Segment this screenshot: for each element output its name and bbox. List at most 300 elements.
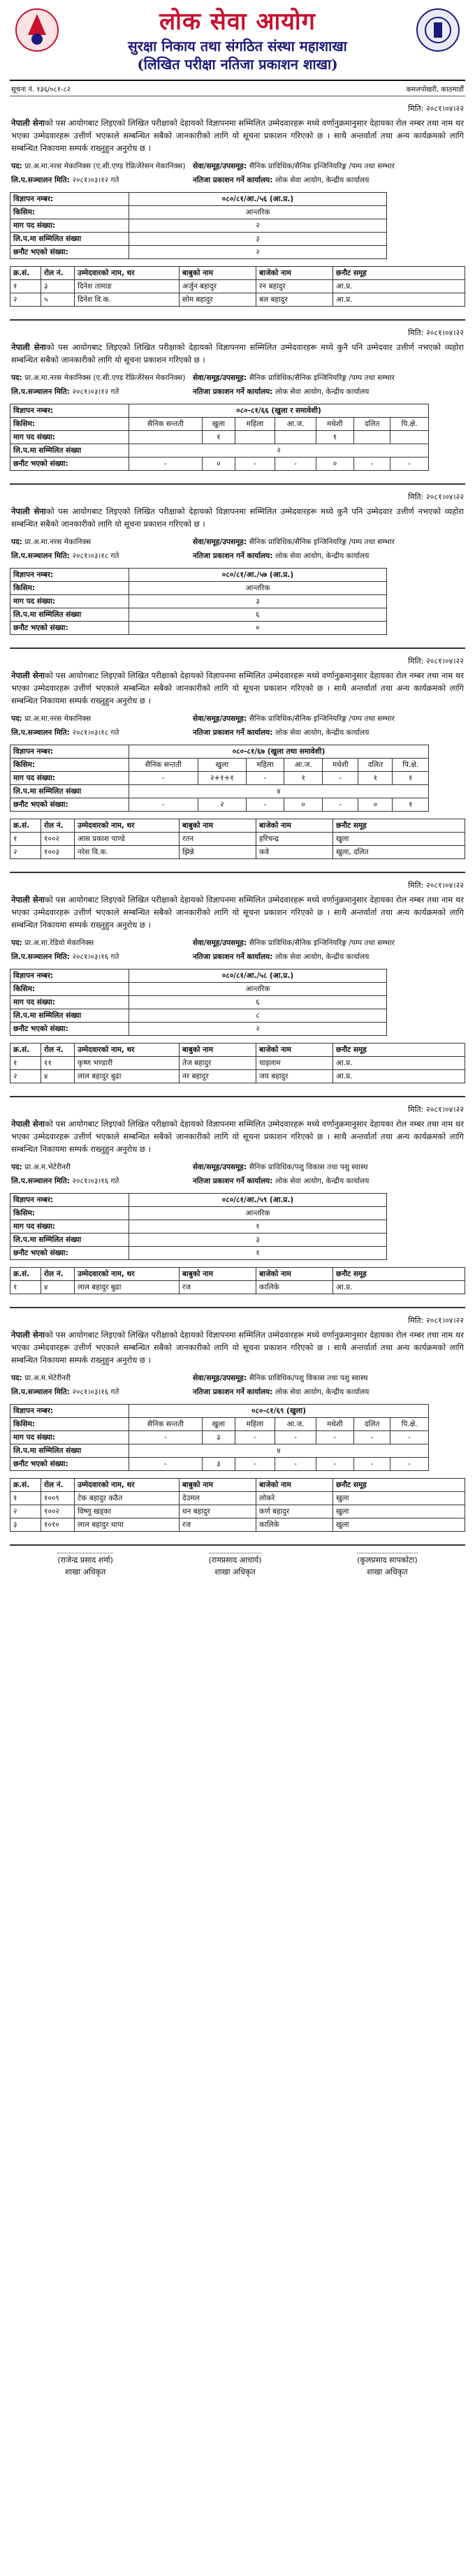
result-office: [193, 175, 464, 185]
service-group: [193, 714, 464, 724]
cell-grandfather: कर्ण बहादुर: [256, 1505, 333, 1518]
candidate-table: [10, 1043, 465, 1083]
signatory-title: शाखा अधिकृत: [64, 1567, 106, 1576]
post-value: प्रा.अ.मा.नरस मेकानिक्स (ए.सी.एण्ड रेफ्रिजेरेसन मेकानिक्स): [24, 374, 186, 382]
exam-date: [11, 551, 186, 561]
result-office-value: लोक सेवा आयोग, केन्द्रीय कार्यालय: [275, 1388, 370, 1396]
result-office-value: लोक सेवा आयोग, केन्द्रीय कार्यालय: [275, 1177, 370, 1185]
org-name: नेपाली सेना: [11, 1330, 45, 1340]
demand-cell: १: [393, 772, 429, 785]
exam-date-label: लि.प.सञ्चालन मिति:: [11, 176, 73, 184]
cell-sn: २: [10, 846, 41, 859]
passed-value: २: [129, 444, 429, 458]
quota-header: मधेशी: [316, 1418, 353, 1431]
cell-name: कृष्ण भण्डारी: [75, 1057, 180, 1070]
vacancy-label: विज्ञापन नम्बर:: [10, 1405, 129, 1418]
result-office-label: नतिजा प्रकाशन गर्ने कार्यालय:: [193, 1388, 276, 1396]
column-header: बाजेको नाम: [256, 1044, 333, 1057]
result-office: [193, 387, 464, 397]
cell-sn: १: [10, 833, 41, 846]
post-label: पद:: [11, 374, 25, 382]
column-header: छनौट समूह: [333, 1268, 465, 1281]
candidate-table: [10, 1267, 465, 1294]
column-header: बाजेको नाम: [256, 267, 333, 280]
column-header: उम्मेदवारको नाम, थर: [75, 1479, 180, 1492]
exam-meta: [11, 373, 464, 397]
demand-value: ६: [129, 996, 387, 1009]
demand-cell: -: [275, 1431, 316, 1444]
cell-grandfather: जय बहादुर: [256, 1070, 333, 1083]
column-header: छनौट समूह: [333, 819, 465, 833]
signatory-name: (रामप्रसाद आचार्य): [209, 1553, 262, 1565]
table-row: [10, 293, 465, 307]
notice-number: सूचना नं. १३६/०८१-८२: [11, 86, 71, 94]
cell-name: दिनेश तामाङ: [75, 280, 180, 293]
service-group-label: सेवा/समूह/उपसमूह:: [193, 538, 249, 546]
post-value: प्रा.अ.मा.नरस मेकानिक्स (ए.सी.एण्ड रेफ्रिजेरेसन मेकानिक्स): [24, 162, 186, 170]
post-value: प्रा.अ.मा.नरस मेकानिक्स: [24, 538, 92, 546]
demand-cell: -: [390, 1431, 429, 1444]
selected-value: २: [129, 1023, 387, 1036]
service-group-value: सैनिक प्राविधिक/सैनिक इन्जिनियरिङ्ग /पम्प तथा सम्भार: [249, 374, 395, 382]
cell-sn: १: [10, 1057, 41, 1070]
page-header: [10, 0, 465, 81]
demand-cell: -: [316, 1431, 353, 1444]
selected-value: १: [129, 1247, 387, 1260]
table-row: [10, 1505, 465, 1518]
exam-date-label: लि.प.सञ्चालन मिति:: [11, 388, 73, 396]
type-label: किसिम:: [10, 1207, 129, 1220]
result-office-value: लोक सेवा आयोग, केन्द्रीय कार्यालय: [275, 953, 370, 961]
post-value: प्रा.अ.मा.नरस मेकानिक्स: [24, 715, 92, 723]
vacancy-table: [10, 568, 387, 635]
result-office: [193, 551, 464, 561]
demand-label: माग पद संख्या:: [10, 1431, 129, 1444]
selected-cell: -: [129, 1458, 203, 1471]
result-office-value: लोक सेवा आयोग, केन्द्रीय कार्यालय: [275, 729, 370, 737]
notice-intro: नेपाली सेनाको पस आयोगबाट लिइएको लिखित परीक्षाको देहायको विज्ञापनमा सम्मिलित उम्मेदवारहरू मध्ये वर्णानुक्रमानुसार देहायका रोल नम्बर तथा नाम थर भएका उम्मेदवारहरू उत्तीर्ण भएकाले सम्बन्धित सबैको जानकारीको लागि यो सूचना प्रकाशन गरिएको छ । साथै अन्तर्वार्ता तथा अन्य कार्यक्रमको लागि सम्बन्धित निकायमा सम्पर्क राख्नुहुन अनुरोध छ ।: [11, 118, 464, 153]
passed-label: लि.प.मा सम्मिलित संख्या: [10, 1009, 129, 1023]
cell-grandfather: कालिके: [256, 1518, 333, 1532]
type-label: किसिम:: [10, 983, 129, 996]
column-header: बाबुको नाम: [180, 819, 256, 833]
column-header: बाजेको नाम: [256, 819, 333, 833]
selected-cell: १: [393, 798, 429, 812]
type-label: किसिम:: [10, 1418, 129, 1431]
quota-header: खुला: [198, 759, 246, 772]
exam-date-label: लि.प.सञ्चालन मिति:: [11, 1177, 73, 1185]
service-group-label: सेवा/समूह/उपसमूह:: [193, 715, 249, 723]
notice-intro: नेपाली सेनाको पस आयोगबाट लिइएको लिखित परीक्षाको देहायको विज्ञापनमा सम्मिलित उम्मेदवारहरू मध्ये वर्णानुक्रमानुसार देहायका रोल नम्बर तथा नाम थर भएका उम्मेदवारहरू उत्तीर्ण भएकाले सम्बन्धित सबैको जानकारीको लागि यो सूचना प्रकाशन गरिएको छ । साथै अन्तर्वार्ता तथा अन्य कार्यक्रमको लागि सम्बन्धित निकायमा सम्पर्क राख्नुहुन अनुरोध छ ।: [11, 671, 464, 705]
notice-intro: नेपाली सेनाको पस आयोगबाट लिइएको लिखित परीक्षाको देहायको विज्ञापनमा सम्मिलित उम्मेदवारहरू मध्ये वर्णानुक्रमानुसार देहायका रोल नम्बर तथा नाम थर भएका उम्मेदवारहरू उत्तीर्ण भएकाले सम्बन्धित सबैको जानकारीको लागि यो सूचना प्रकाशन गरिएको छ । साथै अन्तर्वार्ता तथा अन्य कार्यक्रमको लागि सम्बन्धित निकायमा सम्पर्क राख्नुहुन अनुरोध छ ।: [11, 1330, 464, 1365]
service-group: [193, 938, 464, 948]
exam-date: [11, 1387, 186, 1397]
notice-block: [10, 96, 465, 321]
demand-cell: २+१+१: [198, 772, 246, 785]
result-office-value: लोक सेवा आयोग, केन्द्रीय कार्यालय: [275, 176, 370, 184]
vacancy-label: विज्ञापन नम्बर:: [10, 745, 129, 759]
cell-roll: १००२: [41, 833, 75, 846]
demand-cell: १: [284, 772, 323, 785]
quota-header: आ.ज.: [275, 418, 316, 431]
cell-group: आ.प्र.: [333, 280, 465, 293]
passed-value: ४: [129, 1444, 429, 1458]
exam-date-label: लि.प.सञ्चालन मिति:: [11, 729, 73, 737]
selected-cell: -: [235, 1458, 275, 1471]
type-value: आन्तरिक: [129, 206, 387, 219]
column-header: बाबुको नाम: [180, 267, 256, 280]
cell-father: तेज बहादुर: [180, 1057, 256, 1070]
selected-cell: -: [390, 458, 429, 471]
vacancy-table: [10, 192, 387, 259]
quota-header: आ.ज.: [275, 1418, 316, 1431]
cell-father: रज: [180, 1518, 256, 1532]
table-row: [10, 1281, 465, 1294]
cell-name: टेक बहादुर कठैत: [75, 1492, 180, 1505]
exam-meta: [11, 714, 464, 738]
exam-meta: [11, 161, 464, 185]
demand-cell: [129, 431, 203, 444]
service-group-label: सेवा/समूह/उपसमूह:: [193, 939, 249, 947]
demand-cell: -: [247, 772, 284, 785]
cell-group: खुला: [333, 833, 465, 846]
column-header: उम्मेदवारको नाम, थर: [75, 267, 180, 280]
quota-header: महिला: [235, 418, 275, 431]
table-row: [10, 1518, 465, 1532]
quota-header: सैनिक सन्तती: [129, 1418, 203, 1431]
exam-date-value: २०८१।०३।१६ गते: [72, 1388, 119, 1396]
demand-cell: -: [323, 772, 358, 785]
notice-intro: नेपाली सेनाको पस आयोगबाट लिइएको लिखित परीक्षाको देहायको विज्ञापनमा सम्मिलित उम्मेदवारहरू मध्ये कुनै पनि उम्मेदवार उत्तीर्ण नभएको व्यहोरा सम्बन्धित सबैको जानकारीको लागि यो सूचना प्रकाशन गरिएको छ ।: [11, 506, 465, 529]
quota-header: दलित: [354, 418, 390, 431]
cell-father: सोम बहादुर: [180, 293, 256, 307]
cell-grandfather: हरिचन्द्र: [256, 833, 333, 846]
exam-date-value: २०८१।०३।१८ गते: [72, 729, 119, 737]
demand-cell: -: [129, 1431, 203, 1444]
signature-block: [209, 1553, 262, 1577]
table-row: [10, 280, 465, 293]
cell-roll: ३: [41, 280, 75, 293]
exam-date-label: लि.प.सञ्चालन मिति:: [11, 552, 73, 560]
cell-name: नरेश वि.क.: [75, 846, 180, 859]
type-value: आन्तरिक: [129, 1207, 387, 1220]
cell-name: आस प्रकाश पाण्डे: [75, 833, 180, 846]
exam-meta: [11, 938, 464, 962]
post-label: पद:: [11, 162, 25, 170]
demand-label: माग पद संख्या:: [10, 431, 129, 444]
reference-row: [10, 81, 465, 96]
cell-sn: १: [10, 1281, 41, 1294]
demand-cell: [275, 431, 316, 444]
column-header: क्र.सं.: [10, 1044, 41, 1057]
service-group-label: सेवा/समूह/उपसमूह:: [193, 1374, 249, 1382]
cell-grandfather: रन बहादुर: [256, 280, 333, 293]
vacancy-number: ०८०-८१/६६ (खुला र समावेशी): [129, 404, 429, 418]
cell-father: नर बहादुर: [180, 1070, 256, 1083]
selected-cell: -: [354, 1458, 390, 1471]
selected-label: छनौट भएको संख्या:: [10, 246, 129, 259]
service-group: [193, 537, 464, 547]
selected-label: छनौट भएको संख्या:: [10, 1247, 129, 1260]
signatory-name: (कुलप्रसाद सापकोटा): [357, 1553, 418, 1565]
passed-label: लि.प.मा सम्मिलित संख्या: [10, 1234, 129, 1247]
type-label: किसिम:: [10, 582, 129, 595]
demand-cell: [235, 431, 275, 444]
notice-block: [10, 321, 465, 485]
cell-father: धन बहादुर: [180, 1505, 256, 1518]
quota-header: आ.ज.: [284, 759, 323, 772]
cell-sn: १: [10, 1492, 41, 1505]
office-location: कमलपोखरी, काठमाडौं: [406, 86, 464, 94]
exam-meta: [11, 1162, 464, 1186]
notice-block: [10, 1097, 465, 1308]
passed-value: ६: [129, 608, 387, 622]
selected-cell: -: [129, 458, 203, 471]
selected-value: ०: [129, 622, 387, 635]
cell-roll: १००९: [41, 1492, 75, 1505]
demand-cell: -: [354, 1431, 390, 1444]
cell-sn: ३: [10, 1518, 41, 1532]
post-label: पद:: [11, 939, 25, 947]
column-header: रोल नं.: [41, 1268, 75, 1281]
table-row: [10, 1070, 465, 1083]
notice-block: [10, 1308, 465, 1546]
notice-date: मिति: २०८१।०४।२२: [408, 657, 464, 666]
selected-cell: -: [235, 458, 275, 471]
vacancy-table: [10, 404, 429, 471]
selected-cell: २: [198, 798, 246, 812]
cell-roll: १००३: [41, 846, 75, 859]
cell-group: खुला: [333, 1518, 465, 1532]
page-title: लोक सेवा आयोग: [159, 8, 316, 36]
selected-cell: ०: [202, 458, 235, 471]
vacancy-label: विज्ञापन नम्बर:: [10, 569, 129, 582]
table-row: [10, 1057, 465, 1070]
passed-value: ३: [129, 1234, 387, 1247]
post-value: प्रा.अ.मा.रेडियो मेकानिक्स: [24, 939, 94, 947]
service-group-value: सैनिक प्राविधिक/पशु विकास तथा पशु स्वास्थ: [249, 1374, 368, 1382]
selected-cell: ०: [316, 458, 353, 471]
selected-cell: -: [316, 1458, 353, 1471]
quota-header: खुला: [202, 1418, 235, 1431]
column-header: छनौट समूह: [333, 1479, 465, 1492]
cell-grandfather: लोकरे: [256, 1492, 333, 1505]
result-office-label: नतिजा प्रकाशन गर्ने कार्यालय:: [193, 388, 276, 396]
cell-sn: १: [10, 280, 41, 293]
result-office: [193, 1387, 464, 1397]
cell-grandfather: बल बहादुर: [256, 293, 333, 307]
exam-meta: [11, 537, 464, 561]
column-header: रोल नं.: [41, 267, 75, 280]
column-header: बाबुको नाम: [180, 1044, 256, 1057]
service-group-value: सैनिक प्राविधिक/पशु विकास तथा पशु स्वास्थ: [249, 1163, 368, 1171]
passed-label: लि.प.मा सम्मिलित संख्या: [10, 444, 129, 458]
vacancy-label: विज्ञापन नम्बर:: [10, 193, 129, 206]
cell-roll: ११: [41, 1057, 75, 1070]
demand-value: ३: [129, 595, 387, 608]
selected-label: छनौट भएको संख्या:: [10, 622, 129, 635]
service-group-value: सैनिक प्राविधिक/सैनिक इन्जिनियरिङ्ग /पम्प तथा सम्भार: [249, 939, 395, 947]
exam-date-value: २०८१।०३।१६ गते: [72, 953, 119, 961]
selected-cell: -: [390, 1458, 429, 1471]
cell-roll: ४: [41, 1070, 75, 1083]
cell-name: दिनेश वि.क.: [75, 293, 180, 307]
post: [11, 1162, 186, 1172]
notice-block: [10, 873, 465, 1097]
cell-name: लाल बहादुर बुढा: [75, 1281, 180, 1294]
selected-label: छनौट भएको संख्या:: [10, 798, 129, 812]
result-office: [193, 952, 464, 962]
post-value: प्रा.अ.म.भेटेरीनरी: [24, 1374, 71, 1382]
candidate-table: [10, 266, 465, 307]
quota-header: मधेशी: [316, 418, 353, 431]
quota-header: सैनिक सन्तती: [129, 759, 198, 772]
post-label: पद:: [11, 1163, 25, 1171]
exam-date: [11, 175, 186, 185]
demand-label: माग पद संख्या:: [10, 595, 129, 608]
exam-date-value: २०८१।०३।१६ गते: [72, 1177, 119, 1185]
selected-cell: ०: [358, 798, 393, 812]
division-name: सुरक्षा निकाय तथा संगठित संस्था महाशाखा: [128, 38, 347, 54]
cell-group: आ.प्र.: [333, 1281, 465, 1294]
demand-cell: -: [235, 1431, 275, 1444]
post: [11, 714, 186, 724]
column-header: बाजेको नाम: [256, 1268, 333, 1281]
type-label: किसिम:: [10, 206, 129, 219]
signatory-name: (राजेन्द्र प्रसाद शर्मा): [57, 1553, 113, 1565]
selected-cell: ३: [202, 1458, 235, 1471]
notice-date: मिति: २०८१।०४।२२: [408, 1316, 464, 1325]
quota-header: दलित: [358, 759, 393, 772]
cell-group: खुला: [333, 1505, 465, 1518]
exam-date-label: लि.प.सञ्चालन मिति:: [11, 1388, 73, 1396]
service-group: [193, 1373, 464, 1383]
org-name: नेपाली सेना: [11, 895, 45, 905]
vacancy-number: ०८०-८१/६९ (खुला): [129, 1405, 429, 1418]
column-header: क्र.सं.: [10, 1268, 41, 1281]
notice-intro: नेपाली सेनाको पस आयोगबाट लिइएको लिखित परीक्षाको देहायको विज्ञापनमा सम्मिलित उम्मेदवारहरू मध्ये वर्णानुक्रमानुसार देहायका रोल नम्बर तथा नाम थर भएका उम्मेदवारहरू उत्तीर्ण भएकाले सम्बन्धित सबैको जानकारीको लागि यो सूचना प्रकाशन गरिएको छ । साथै अन्तर्वार्ता तथा अन्य कार्यक्रमको लागि सम्बन्धित निकायमा सम्पर्क राख्नुहुन अनुरोध छ ।: [11, 895, 464, 930]
selected-value: २: [129, 246, 387, 259]
notice-block: [10, 649, 465, 873]
demand-cell: [354, 431, 390, 444]
column-header: उम्मेदवारको नाम, थर: [75, 1268, 180, 1281]
vacancy-label: विज्ञापन नम्बर:: [10, 404, 129, 418]
quota-header: महिला: [235, 1418, 275, 1431]
exam-meta: [11, 1373, 464, 1397]
demand-cell: [390, 431, 429, 444]
column-header: रोल नं.: [41, 1044, 75, 1057]
post-label: पद:: [11, 715, 25, 723]
column-header: रोल नं.: [41, 819, 75, 833]
service-group-label: सेवा/समूह/उपसमूह:: [193, 1163, 249, 1171]
demand-label: माग पद संख्या:: [10, 996, 129, 1009]
vacancy-value: ०८०/८१/आ./५७ (आ.प्र.): [129, 569, 387, 582]
notice-intro: नेपाली सेनाको पस आयोगबाट लिइएको लिखित परीक्षाको देहायको विज्ञापनमा सम्मिलित उम्मेदवारहरू मध्ये कुनै पनि उम्मेदवार उत्तीर्ण नभएको व्यहोरा सम्बन्धित सबैको जानकारीको लागि यो सूचना प्रकाशन गरिएको छ ।: [11, 342, 465, 365]
table-row: [10, 1492, 465, 1505]
vacancy-number: ०८०-८१/६७ (खुला तथा समावेशी): [129, 745, 429, 759]
demand-cell: १: [358, 772, 393, 785]
column-header: उम्मेदवारको नाम, थर: [75, 1044, 180, 1057]
exam-date-value: २०८१।०३।१२ गते: [72, 388, 119, 396]
post-label: पद:: [11, 1374, 25, 1382]
cell-father: रतन: [180, 833, 256, 846]
table-row: [10, 846, 465, 859]
quota-header: खुला: [202, 418, 235, 431]
demand-label: माग पद संख्या:: [10, 772, 129, 785]
table-row: [10, 833, 465, 846]
org-name: नेपाली सेना: [11, 342, 46, 352]
post-label: पद:: [11, 538, 25, 546]
vacancy-label: विज्ञापन नम्बर:: [10, 969, 129, 983]
demand-cell: १: [316, 431, 353, 444]
demand-value: २: [129, 219, 387, 233]
passed-value: ४: [129, 785, 429, 798]
vacancy-value: ०८०/८१/आ./५६ (आ.प्र.): [129, 193, 387, 206]
cell-sn: २: [10, 1070, 41, 1083]
post: [11, 1373, 186, 1383]
selected-label: छनौट भएको संख्या:: [10, 1023, 129, 1036]
org-name: नेपाली सेना: [11, 1119, 45, 1129]
demand-value: १: [129, 1220, 387, 1234]
quota-header: पि.क्षे.: [393, 759, 429, 772]
service-group-value: सैनिक प्राविधिक/सैनिक इन्जिनियरिङ्ग /पम्प तथा सम्भार: [249, 162, 395, 170]
org-name: नेपाली सेना: [11, 506, 46, 516]
result-office-label: नतिजा प्रकाशन गर्ने कार्यालय:: [193, 552, 276, 560]
org-name: नेपाली सेना: [11, 671, 45, 680]
exam-date-value: २०८१।०३।१२ गते: [72, 176, 119, 184]
cell-sn: २: [10, 293, 41, 307]
service-group: [193, 1162, 464, 1172]
type-value: आन्तरिक: [129, 582, 387, 595]
passed-label: लि.प.मा सम्मिलित संख्या: [10, 608, 129, 622]
signatures: [10, 1546, 465, 1577]
service-group: [193, 373, 464, 383]
column-header: बाबुको नाम: [180, 1268, 256, 1281]
vacancy-table: [10, 1404, 429, 1471]
cell-grandfather: कवे: [256, 846, 333, 859]
service-group-value: सैनिक प्राविधिक/सैनिक इन्जिनियरिङ्ग /पम्प तथा सम्भार: [249, 538, 395, 546]
result-office: [193, 728, 464, 738]
selected-cell: -: [247, 798, 284, 812]
exam-date-value: २०८१।०३।१८ गते: [72, 552, 119, 560]
notice-date: मिति: २०८१।०४।२२: [408, 492, 464, 502]
signatory-title: शाखा अधिकृत: [367, 1567, 408, 1576]
passed-label: लि.प.मा सम्मिलित संख्या: [10, 785, 129, 798]
result-office-label: नतिजा प्रकाशन गर्ने कार्यालय:: [193, 953, 276, 961]
cell-name: लाल बहादुर थापा: [75, 1518, 180, 1532]
cell-roll: १००२: [41, 1505, 75, 1518]
passed-value: ३: [129, 233, 387, 246]
column-header: बाजेको नाम: [256, 1479, 333, 1492]
quota-header: पि.क्षे.: [390, 418, 429, 431]
column-header: उम्मेदवारको नाम, थर: [75, 819, 180, 833]
exam-date-label: लि.प.सञ्चालन मिति:: [11, 953, 73, 961]
type-label: किसिम:: [10, 418, 129, 431]
org-name: नेपाली सेना: [11, 118, 45, 128]
passed-label: लि.प.मा सम्मिलित संख्या: [10, 233, 129, 246]
cell-name: लाल बहादुर बुढा: [75, 1070, 180, 1083]
result-office-value: लोक सेवा आयोग, केन्द्रीय कार्यालय: [275, 552, 370, 560]
notice-date: मिति: २०८१।०४।२२: [408, 1105, 464, 1114]
signature-block: [57, 1553, 113, 1577]
cell-father: झिन्ने: [180, 846, 256, 859]
vacancy-label: विज्ञापन नम्बर:: [10, 1194, 129, 1207]
result-office: [193, 1176, 464, 1186]
cell-group: खुला, दलित: [333, 846, 465, 859]
exam-date: [11, 952, 186, 962]
cell-father: देउमल: [180, 1492, 256, 1505]
cell-group: आ.प्र.: [333, 1057, 465, 1070]
